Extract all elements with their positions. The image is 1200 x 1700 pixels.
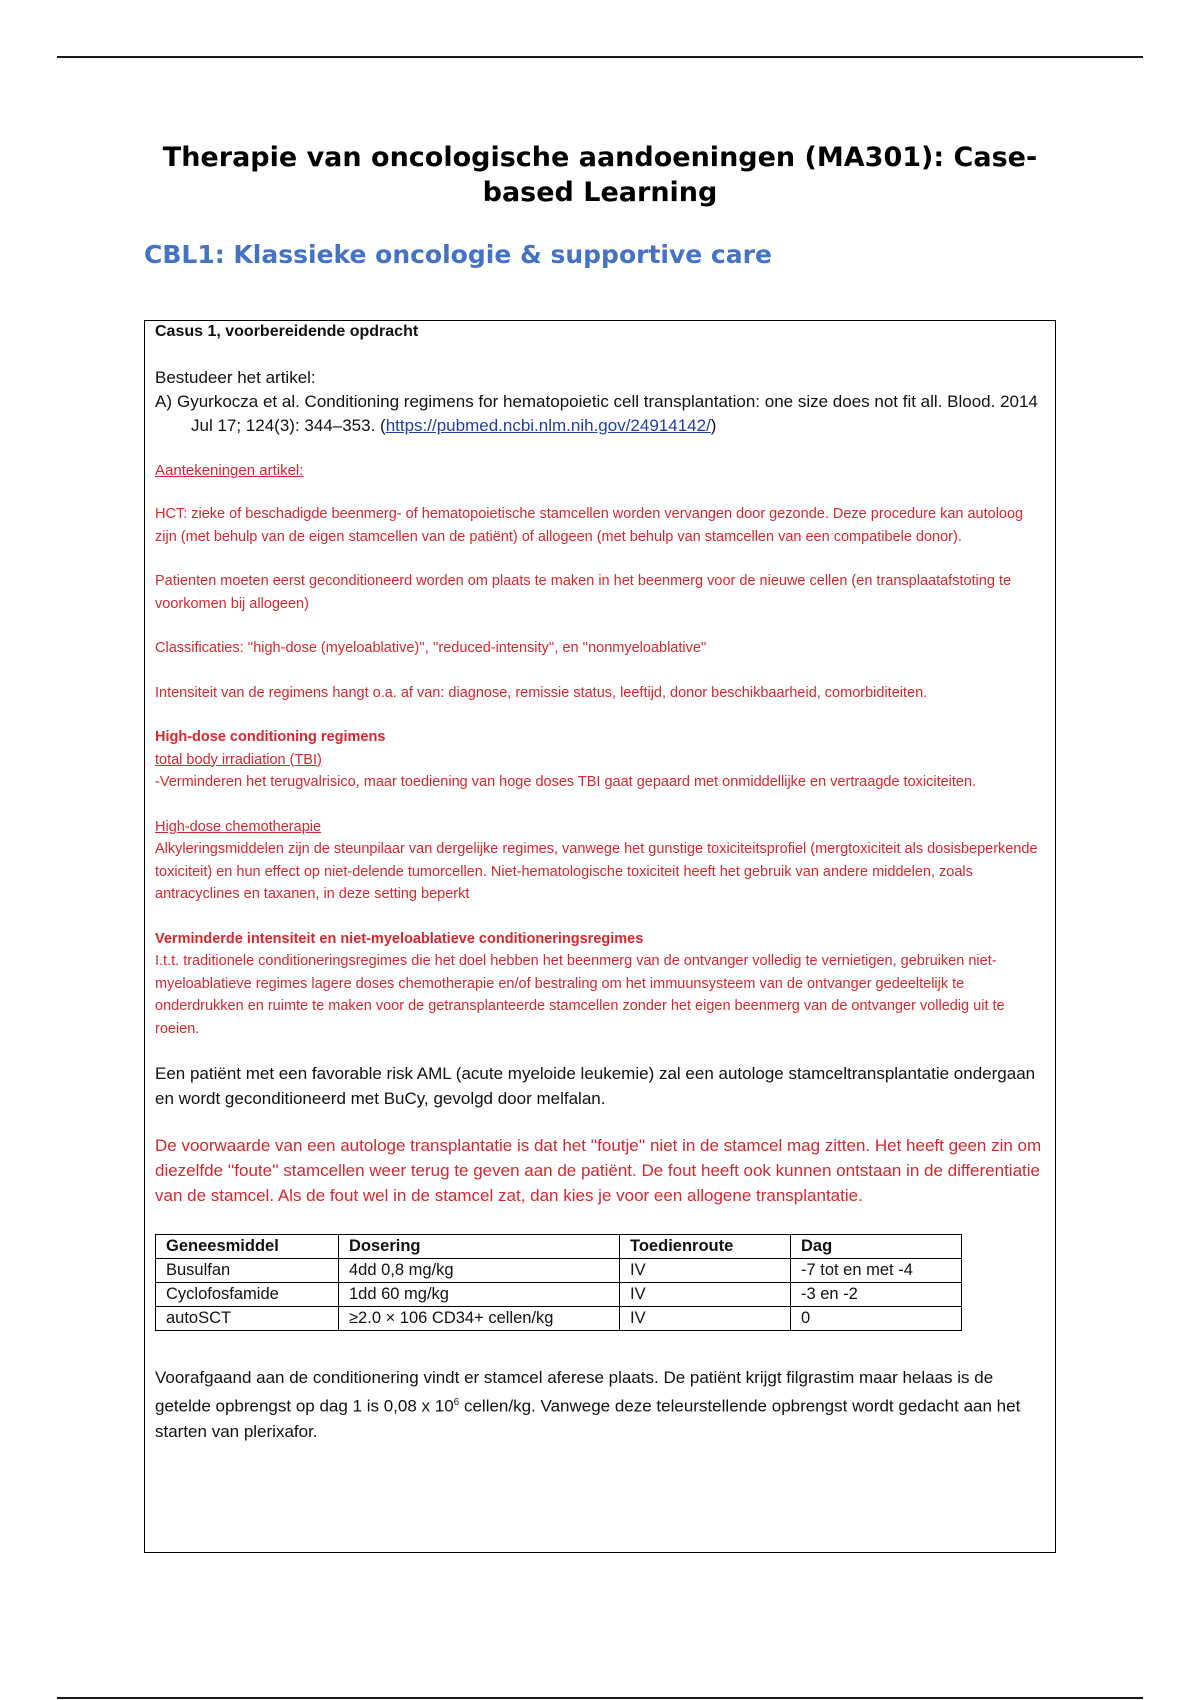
instruction-text: Bestudeer het artikel: <box>155 368 316 387</box>
ric-heading: Verminderde intensiteit en niet-myeloablatieve conditioneringsregimes <box>155 930 644 947</box>
table-cell: -3 en -2 <box>791 1283 962 1307</box>
pubmed-link[interactable]: https://pubmed.ncbi.nlm.nih.gov/24914142/ <box>385 416 711 435</box>
table-cell: IV <box>620 1259 791 1283</box>
case-description: Een patiënt met een favorable risk AML (acute myeloide leukemie) zal een autologe stamceltransplantatie ondergaan en wordt geconditioneerd met BuCy, gevolgd door melfalan. <box>155 1064 1036 1108</box>
note-chemo <box>155 816 1045 906</box>
table-row <box>156 1259 962 1283</box>
table-header: Geneesmiddel <box>156 1235 339 1259</box>
table-cell: IV <box>620 1283 791 1307</box>
note-classification: Classificaties: ''high-dose (myeloablative)'', ''reduced-intensity'', en ''nonmyeloablative'' <box>155 640 707 656</box>
final-text-1: Voorafgaand aan de conditionering vindt er stamcel aferese plaats. De patiënt krijgt filgrastim maar helaas is de getelde opbrengst op dag 1 is 0,08 x 10 <box>155 1368 994 1416</box>
final-paragraph <box>155 1365 1045 1444</box>
note-hct: HCT: zieke of beschadigde beenmerg- of hematopoietische stamcellen worden vervangen door gezonde. Deze procedure kan autoloog zijn (met behulp van de eigen stamcellen van de patiënt) of allogeen (met behulp van stamcellen van een compatibele donor). <box>155 506 1024 545</box>
table-cell: 4dd 0,8 mg/kg <box>339 1259 620 1283</box>
note-high-dose <box>155 726 1045 794</box>
answer-text: De voorwaarde van een autologe transplantatie is dat het ''foutje'' niet in de stamcel mag zitten. Het heeft geen zin om diezelfde ''foute'' stamcellen weer terug te geven aan de patiënt. De fout heeft ook kunnen ontstaan in de differentiatie van de stamcel. Als de fout wel in de stamcel zat, dan kies je voor een allogene transplantatie. <box>155 1136 1042 1205</box>
article-reference <box>155 390 1045 438</box>
table-cell: Cyclofosfamide <box>156 1283 339 1307</box>
case-box <box>144 320 1056 1553</box>
final-superscript: 6 <box>453 1397 460 1408</box>
table-header-row <box>156 1235 962 1259</box>
table-cell: IV <box>620 1307 791 1331</box>
table-cell: -7 tot en met -4 <box>791 1259 962 1283</box>
table-cell: Busulfan <box>156 1259 339 1283</box>
chemo-text: Alkyleringsmiddelen zijn de steunpilaar van dergelijke regimes, vanwege het gunstige toxiciteitsprofiel (mergtoxiciteit als dosisbeperkende toxiciteit) en hun effect op niet-delende tumorcellen. Niet-hematologische toxiciteit heeft het gebruik van andere middelen, zoals antracyclines en taxanen, in deze setting beperkt <box>155 841 1038 902</box>
ric-text: I.t.t. traditionele conditioneringsregimes die het doel hebben het beenmerg van de ontvanger volledig te vernietigen, gebruiken niet-myeloablatieve regimes lagere doses chemotherapie en/of bestraling om het immuunsysteem van de ontvanger gedeeltelijk te onderdrukken en ruimte te maken voor de getransplanteerde stamcellen zonder het eigen beenmerg van de ontvanger volledig uit te roeien. <box>155 953 1005 1037</box>
reference-close: ) <box>710 416 717 435</box>
reference-label: A) <box>155 392 172 411</box>
table-header: Toedienroute <box>620 1235 791 1259</box>
table-cell: ≥2.0 × 106 CD34+ cellen/kg <box>339 1307 620 1331</box>
footer-rule <box>57 1697 1143 1699</box>
note-conditioning: Patienten moeten eerst geconditioneerd worden om plaats te maken in het beenmerg voor de nieuwe cellen (en transplaatafstoting te voorkomen bij allogeen) <box>155 573 1012 612</box>
table-cell: autoSCT <box>156 1307 339 1331</box>
header-rule <box>57 56 1143 58</box>
table-row <box>156 1307 962 1331</box>
regimen-table <box>155 1234 962 1331</box>
tbi-heading: total body irradiation (TBI) <box>155 751 322 768</box>
table-row <box>156 1283 962 1307</box>
tbi-text: -Verminderen het terugvalrisico, maar toediening van hoge doses TBI gaat gepaard met onmiddellijke en vertraagde toxiciteiten. <box>155 774 977 790</box>
table-header: Dosering <box>339 1235 620 1259</box>
note-reduced-intensity <box>155 928 1045 1041</box>
section-subtitle: CBL1: Klassieke oncologie & supportive care <box>144 240 772 269</box>
table-cell: 0 <box>791 1307 962 1331</box>
table-header: Dag <box>791 1235 962 1259</box>
chemo-heading: High-dose chemotherapie <box>155 818 322 835</box>
table-cell: 1dd 60 mg/kg <box>339 1283 620 1307</box>
reference-text: Gyurkocza et al. Conditioning regimens for hematopoietic cell transplantation: one size does not fit all. Blood. 2014 Jul 17; 124(3): 344–353. ( <box>177 392 1038 435</box>
casus-heading: Casus 1, voorbereidende opdracht <box>155 323 419 340</box>
final-text-2: cellen/kg. Vanwege deze teleurstellende opbrengst wordt gedacht aan het starten van plerixafor. <box>155 1396 1021 1441</box>
high-dose-heading: High-dose conditioning regimens <box>155 729 386 745</box>
notes-heading: Aantekeningen artikel: <box>155 462 304 479</box>
note-intensity: Intensiteit van de regimens hangt o.a. af van: diagnose, remissie status, leeftijd, donor beschikbaarheid, comorbiditeiten. <box>155 684 928 701</box>
document-title: Therapie van oncologische aandoeningen (MA301): Case-based Learning <box>162 142 1038 208</box>
